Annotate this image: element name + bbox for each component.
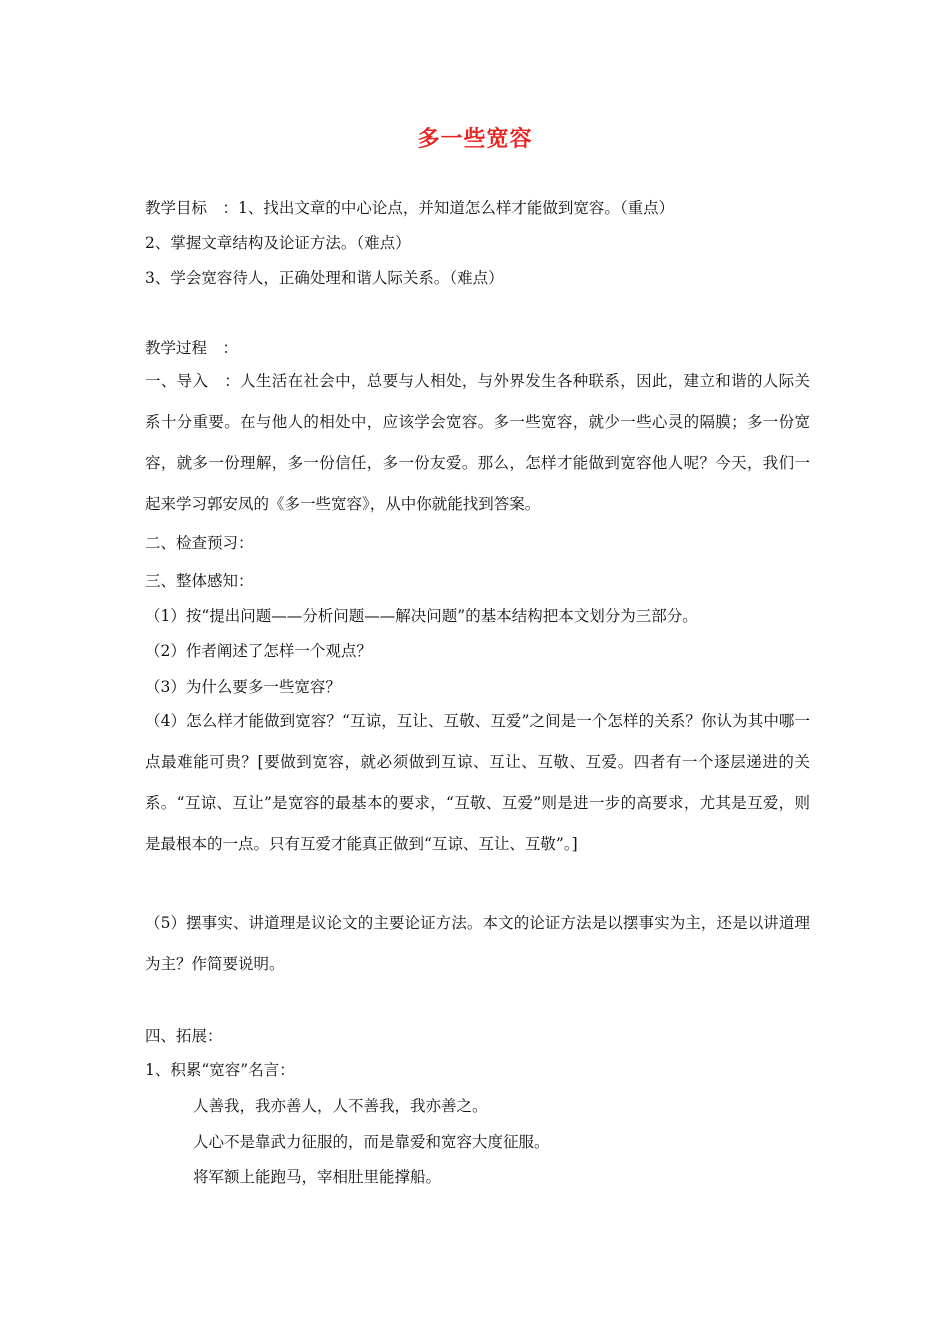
saying-2: 人心不是靠武力征服的，而是靠爱和宽容大度征服。 [193, 1133, 550, 1151]
question-3: （3）为什么要多一些宽容？ [145, 678, 341, 696]
saying-3: 将军额上能跑马，宰相肚里能撑船。 [193, 1168, 442, 1186]
question-2: （2）作者阐述了怎样一个观点？ [145, 642, 372, 660]
goal-line-2: 2、掌握文章结构及论证方法。（难点） [145, 234, 411, 252]
extend-heading: 四、拓展： [145, 1027, 223, 1045]
goal-line-1: 教学目标 ：1、找出文章的中心论点，并知道怎么样才能做到宽容。（重点） [145, 199, 675, 217]
check-heading: 二、检查预习： [145, 534, 254, 552]
overview-heading: 三、整体感知： [145, 572, 254, 590]
intro-paragraph: 一、导入 ：人生活在社会中，总要与人相处，与外界发生各种联系，因此，建立和谐的人际关系十分重要。在与他人的相处中，应该学会宽容。多一些宽容，就少一些心灵的隔膜；多一份宽容，就多一份理解，多一份信任，多一份友爱。那么，怎样才能做到宽容他人呢？今天，我们一起来学习郭安凤的《多一些宽容》，从中你就能找到答案。 [145, 372, 810, 513]
question-5-paragraph: （5）摆事实、讲道理是议论文的主要论证方法。本文的论证方法是以摆事实为主，还是以讲道理为主？作简要说明。 [145, 914, 810, 973]
goal-line-3: 3、学会宽容待人，正确处理和谐人际关系。（难点） [145, 269, 504, 287]
question-1: （1）按“提出问题——分析问题——解决问题”的基本结构把本文划分为三部分。 [145, 607, 698, 625]
process-heading: 教学过程 ： [145, 339, 239, 357]
question-4-paragraph: （4）怎么样才能做到宽容？“互谅，互让、互敬、互爱”之间是一个怎样的关系？你认为其中哪一点最难能可贵？[要做到宽容，就必须做到互谅、互让、互敬、互爱。四者有一个逐层递进的关系。“互谅、互让”是宽容的最基本的要求，“互敬、互爱”则是进一步的高要求，尤其是互爱，则是最根本的一点。只有互爱才能真正做到“互谅、互让、互敬”。] [145, 712, 810, 853]
sayings-heading: 1、积累“宽容”名言： [145, 1061, 295, 1079]
saying-1: 人善我，我亦善人，人不善我，我亦善之。 [193, 1097, 488, 1115]
page-title: 多一些宽容 [417, 127, 533, 152]
